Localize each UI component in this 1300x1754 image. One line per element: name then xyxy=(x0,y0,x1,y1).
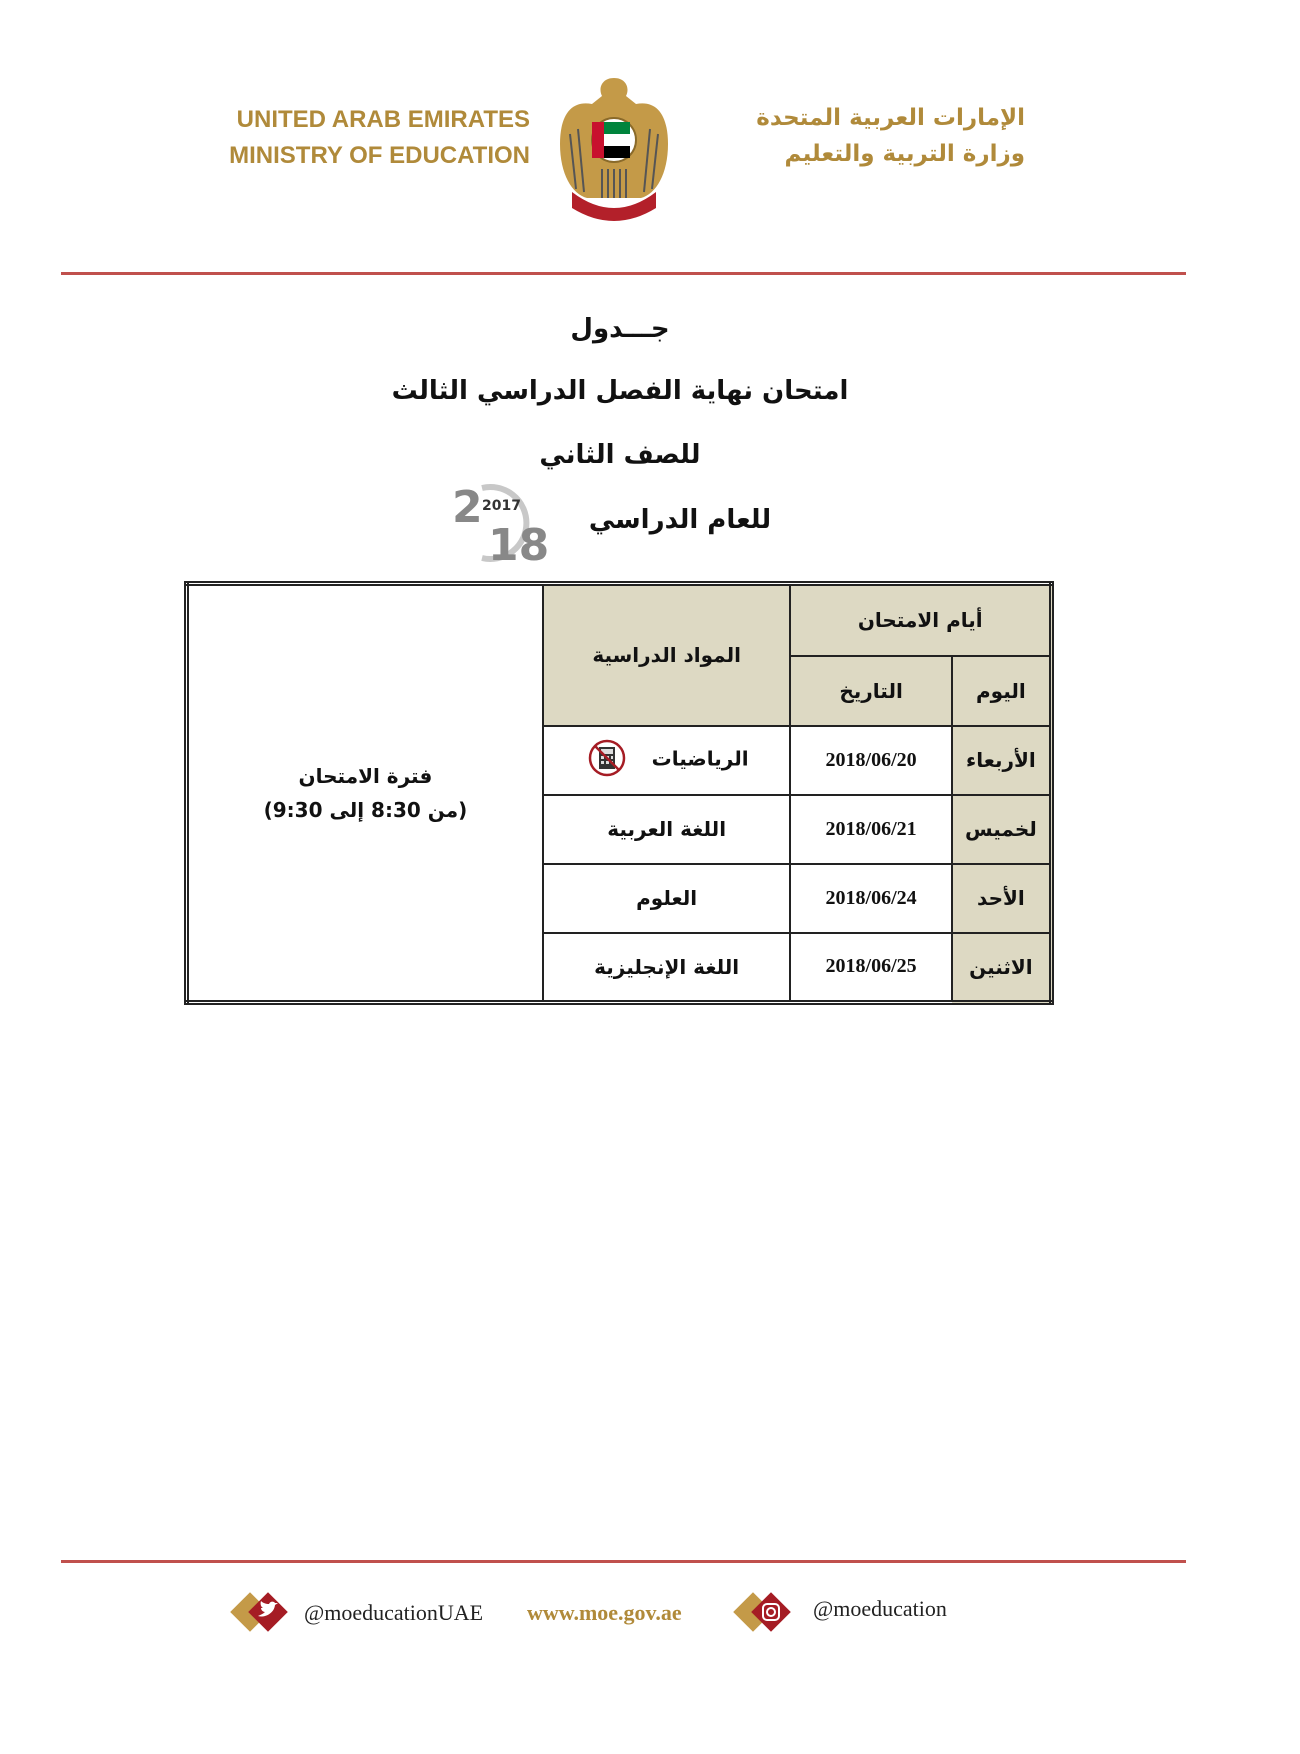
header-exam-days: أيام الامتحان xyxy=(790,584,1051,656)
subject-cell: اللغة العربية xyxy=(543,795,791,864)
date-cell: 2018/06/25 xyxy=(790,933,951,1003)
day-cell: الأربعاء xyxy=(952,726,1052,795)
exam-period-cell xyxy=(187,584,543,1003)
english-logo-text xyxy=(200,102,530,174)
instagram-icon[interactable] xyxy=(733,1592,797,1634)
title-line-4: للعام الدراسي xyxy=(588,505,772,535)
header-divider xyxy=(61,272,1186,275)
website-link[interactable]: www.moe.gov.ae xyxy=(527,1600,682,1625)
day-cell: الاثنين xyxy=(952,933,1052,1003)
header-date: التاريخ xyxy=(790,656,951,726)
title-line-3: للصف الثاني xyxy=(539,440,701,470)
subject-cell: اللغة الإنجليزية xyxy=(543,933,791,1003)
uae-emblem-icon xyxy=(556,74,672,220)
header-subjects: المواد الدراسية xyxy=(543,584,791,726)
arabic-logo-line-1: الإمارات العربية المتحدة xyxy=(756,105,1025,131)
svg-text:2017: 2017 xyxy=(482,498,521,514)
twitter-icon[interactable] xyxy=(230,1592,294,1634)
no-calculator-icon xyxy=(585,738,629,782)
date-cell: 2018/06/21 xyxy=(790,795,951,864)
arabic-logo-text xyxy=(695,100,1025,172)
svg-text:2: 2 xyxy=(452,482,483,533)
day-cell: لخميس xyxy=(952,795,1052,864)
subject-cell: العلوم xyxy=(543,864,791,933)
english-logo-line-2: MINISTRY OF EDUCATION xyxy=(229,142,530,169)
exam-period-label: فترة الامتحان xyxy=(298,764,433,788)
title-line-2: امتحان نهاية الفصل الدراسي الثالث xyxy=(391,376,849,406)
date-cell: 2018/06/20 xyxy=(790,726,951,795)
subject-name: الرياضيات xyxy=(651,746,749,771)
exam-period-time: (من 8:30 إلى 9:30) xyxy=(263,798,468,822)
svg-text:18: 18 xyxy=(488,520,550,571)
subject-cell xyxy=(543,726,791,795)
day-cell: الأحد xyxy=(952,864,1052,933)
header-day: اليوم xyxy=(952,656,1052,726)
instagram-handle-link[interactable]: @moeducation xyxy=(813,1596,947,1621)
footer-divider xyxy=(61,1560,1186,1563)
english-logo-line-1: UNITED ARAB EMIRATES xyxy=(236,106,530,133)
arabic-logo-line-2: وزارة التربية والتعليم xyxy=(784,141,1025,167)
date-cell: 2018/06/24 xyxy=(790,864,951,933)
twitter-handle-link[interactable]: @moeducationUAE xyxy=(304,1600,484,1625)
title-line-1: جـــدول xyxy=(570,314,670,344)
year-2017-2018-logo xyxy=(452,480,550,571)
exam-schedule-table xyxy=(184,581,1054,1005)
